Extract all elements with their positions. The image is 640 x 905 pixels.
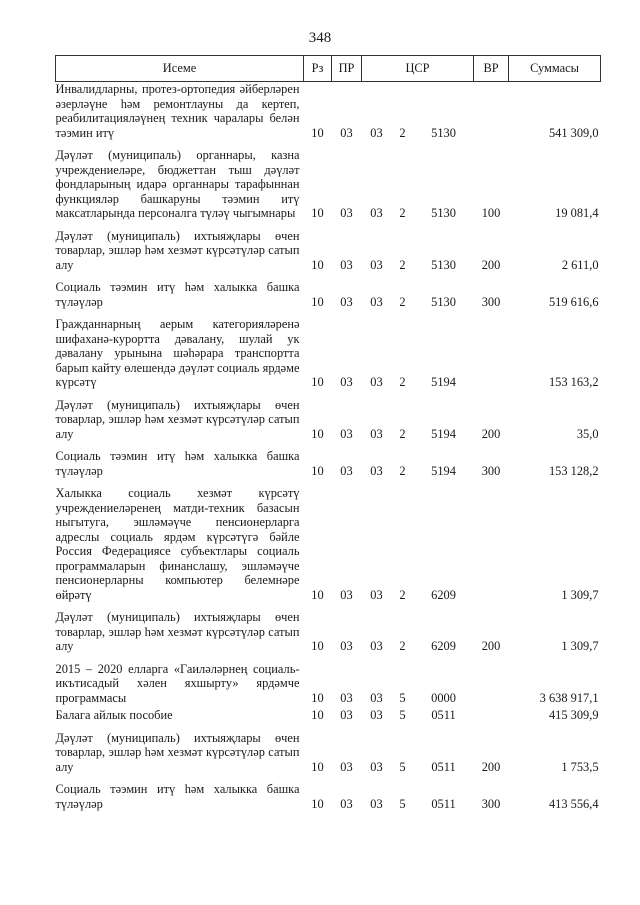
row-pr: 03	[340, 294, 353, 309]
table-row	[56, 708, 601, 726]
row-vr	[474, 481, 509, 605]
row-csr-3: 6209	[431, 587, 456, 602]
row-csr-2: 5	[399, 759, 406, 774]
row-vr	[474, 312, 509, 393]
row-csr-1: 03	[370, 759, 383, 774]
row-sum: 153 163,2	[548, 375, 599, 389]
row-csr-1: 03	[370, 294, 383, 309]
row-csr-3: 5130	[431, 125, 456, 140]
row-vr: 100	[481, 206, 501, 220]
row-csr-1: 03	[370, 426, 383, 441]
row-csr-3: 5130	[431, 294, 456, 309]
row-csr-1: 03	[370, 796, 383, 811]
row-csr-3: 5194	[431, 463, 456, 478]
row-name: Балага айлык пособие	[55, 708, 173, 722]
row-rz: 10	[311, 463, 324, 478]
row-rz: 10	[311, 294, 324, 309]
row-pr: 03	[340, 125, 353, 140]
row-csr-3: 5194	[431, 426, 456, 441]
row-sum: 153 128,2	[548, 463, 599, 478]
row-vr	[474, 708, 509, 726]
header-rz: Рз	[304, 56, 332, 82]
row-vr: 300	[481, 796, 501, 811]
row-csr-3: 0511	[431, 796, 456, 811]
row-csr-2: 2	[399, 639, 406, 653]
row-pr: 03	[340, 463, 353, 478]
row-pr: 03	[340, 796, 353, 811]
row-vr: 200	[481, 257, 501, 272]
row-csr-1: 03	[370, 708, 383, 722]
row-name: Инвалидларны, протез-ортопедия әйберләрен әзерләүне һәм ремонтлауны да кертеп, реабилитацияләүнең техник чаралары белән тәэмин итү	[55, 82, 300, 140]
row-sum: 2 611,0	[561, 257, 599, 272]
row-csr-3: 5130	[431, 257, 456, 272]
row-csr-1: 03	[370, 375, 383, 389]
row-sum: 415 309,9	[548, 708, 599, 722]
row-sum: 19 081,4	[555, 206, 599, 220]
row-rz: 10	[311, 796, 324, 811]
row-csr-2: 5	[399, 708, 406, 722]
table-row	[56, 224, 601, 276]
row-csr-2: 2	[399, 587, 406, 602]
row-csr-2: 2	[399, 426, 406, 441]
row-csr-3: 5194	[431, 375, 456, 389]
row-pr: 03	[340, 375, 353, 389]
row-pr: 03	[340, 690, 353, 705]
row-csr-2: 2	[399, 206, 406, 220]
row-csr-1: 03	[370, 690, 383, 705]
row-csr-1: 03	[370, 257, 383, 272]
header-name: Исеме	[56, 56, 304, 82]
row-rz: 10	[311, 639, 324, 653]
row-rz: 10	[311, 759, 324, 774]
row-name: Социаль тәэмин итү һәм халыкка башка түләүләр	[55, 782, 300, 811]
row-name: Дәүләт (муниципаль) ихтыяҗлары өчен товарлар, эшләр һәм хезмәт күрсәтүләр сатып алу	[55, 610, 300, 653]
row-name: Социаль тәэмин итү һәм халыкка башка түләүләр	[55, 280, 300, 309]
row-csr-2: 2	[399, 375, 406, 389]
table-row	[56, 312, 601, 393]
row-rz: 10	[311, 426, 324, 441]
row-csr-1: 03	[370, 587, 383, 602]
budget-table	[55, 55, 601, 814]
row-vr: 300	[481, 294, 501, 309]
row-pr: 03	[340, 759, 353, 774]
row-csr-3: 6209	[431, 639, 456, 653]
row-name: 2015 – 2020 елларга «Гаиләләрнең социаль-икътисадый хәлен яхшырту» ярдәмче программасы	[55, 661, 300, 705]
row-csr-1: 03	[370, 639, 383, 653]
row-name: Дәүләт (муниципаль) ихтыяҗлары өчен товарлар, эшләр һәм хезмәт күрсәтүләр сатып алу	[55, 730, 300, 774]
row-sum: 519 616,6	[548, 294, 599, 309]
row-name: Гражданнарның аерым категорияләренә шифаханә-курортта дәвалану, шулай ук дәвалану урынына шәһәрара транспортта барып кайту өлешендә дәүләт социаль ярдәме күрсәтү	[55, 317, 300, 389]
table-header-row	[56, 56, 601, 82]
row-sum: 541 309,0	[548, 125, 599, 140]
row-csr-2: 2	[399, 125, 406, 140]
row-csr-3: 0000	[431, 690, 456, 705]
row-pr: 03	[340, 639, 353, 653]
table-row	[56, 481, 601, 605]
row-csr-1: 03	[370, 206, 383, 220]
row-vr: 200	[481, 759, 501, 774]
table-row	[56, 444, 601, 481]
table-row	[56, 657, 601, 709]
row-vr: 200	[481, 426, 501, 441]
row-sum: 1 753,5	[561, 759, 599, 774]
table-row	[56, 143, 601, 224]
row-csr-2: 2	[399, 257, 406, 272]
page-number: 348	[308, 30, 332, 46]
row-rz: 10	[311, 690, 324, 705]
row-name: Дәүләт (муниципаль) органнары, казна учреждениеләре, бюджеттан тыш дәүләт фондларының идарә органнары тарафыннан функцияләр башкаруны тәэмин итү максатларында персоналга түләү чыгымнары	[55, 148, 300, 220]
row-name: Халыкка социаль хезмәт күрсәтү учреждениеләренең матди-техник базасын ныгытуга, эшләмәүче пенсионерларга адреслы социаль ярдәм күрсәтүгә бәйле Россия Федерациясе субъектлары социаль программаларын финанслашу, эшләмәүче пенсионерларны компьютер белемнәре өйрәтү	[55, 486, 300, 602]
row-name: Дәүләт (муниципаль) ихтыяҗлары өчен товарлар, эшләр һәм хезмәт күрсәтүләр сатып алу	[55, 397, 300, 441]
row-csr-3: 0511	[431, 708, 456, 722]
row-rz: 10	[311, 125, 324, 140]
row-csr-3: 0511	[431, 759, 456, 774]
row-pr: 03	[340, 587, 353, 602]
row-sum: 1 309,7	[561, 587, 599, 602]
row-pr: 03	[340, 708, 353, 722]
row-pr: 03	[340, 206, 353, 220]
row-pr: 03	[340, 257, 353, 272]
row-csr-2: 5	[399, 796, 406, 811]
table-row	[56, 393, 601, 445]
row-csr-2: 5	[399, 690, 406, 705]
row-rz: 10	[311, 375, 324, 389]
row-csr-1: 03	[370, 125, 383, 140]
row-rz: 10	[311, 708, 324, 722]
table-row	[56, 275, 601, 312]
row-rz: 10	[311, 206, 324, 220]
row-sum: 3 638 917,1	[539, 690, 599, 705]
row-name: Дәүләт (муниципаль) ихтыяҗлары өчен товарлар, эшләр һәм хезмәт күрсәтүләр сатып алу	[55, 228, 300, 272]
row-sum: 413 556,4	[548, 796, 599, 811]
row-csr-3: 5130	[431, 206, 456, 220]
header-pr: ПР	[332, 56, 362, 82]
row-pr: 03	[340, 426, 353, 441]
row-csr-2: 2	[399, 294, 406, 309]
table-row	[56, 777, 601, 814]
row-vr	[474, 82, 509, 144]
row-csr-2: 2	[399, 463, 406, 478]
table-row	[56, 605, 601, 657]
row-sum: 1 309,7	[561, 639, 599, 653]
header-csr: ЦСР	[362, 56, 474, 82]
row-csr-1: 03	[370, 463, 383, 478]
row-vr: 200	[481, 639, 501, 653]
table-row	[56, 726, 601, 778]
row-rz: 10	[311, 587, 324, 602]
row-rz: 10	[311, 257, 324, 272]
row-name: Социаль тәэмин итү һәм халыкка башка түләүләр	[55, 449, 300, 478]
header-sum: Суммасы	[509, 56, 601, 82]
row-sum: 35,0	[576, 426, 599, 441]
row-vr: 300	[481, 463, 501, 478]
table-row	[56, 82, 601, 144]
row-vr	[474, 657, 509, 709]
header-vr: ВР	[474, 56, 509, 82]
